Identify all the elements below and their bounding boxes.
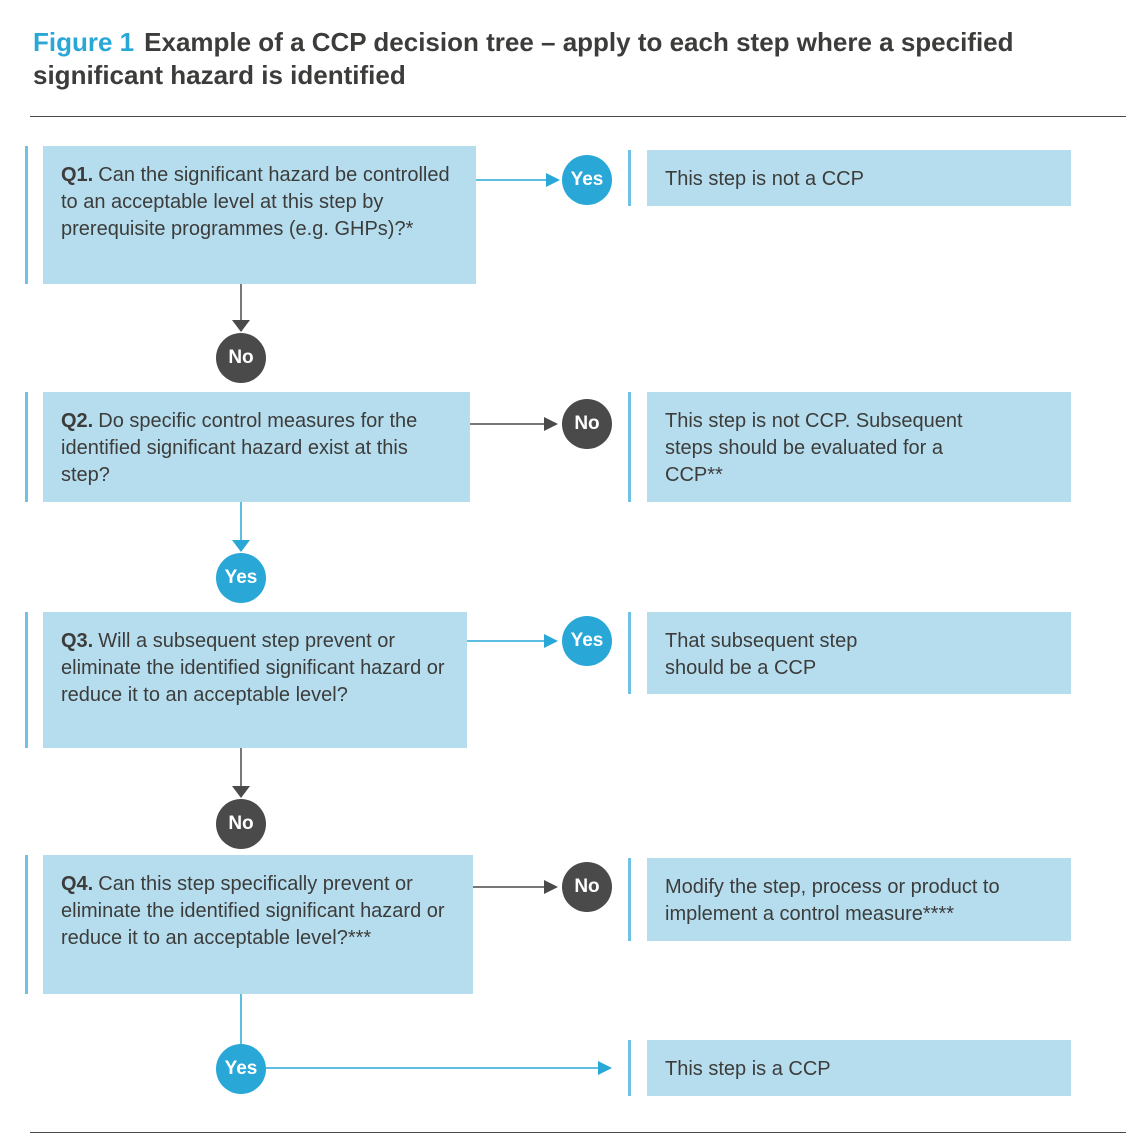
q1-side-bar [25,146,28,284]
q2-yes-arrowhead [232,540,250,552]
q2-no-arrowhead [544,417,558,431]
outcome-2-text: This step is not CCP. Subsequent steps should be evaluated for a CCP** [665,410,963,486]
outcome2-side-bar [628,392,631,502]
q3-yes-badge: Yes [562,616,612,666]
question-box-q1 [43,146,476,284]
q2-side-bar [25,392,28,502]
outcome-4-text: Modify the step, process or product to implement a control measure**** [665,876,1000,925]
q3-no-badge: No [216,799,266,849]
figure-title-text: Example of a CCP decision tree – apply to each step where a specified significant hazard is identified [33,27,1014,90]
q4-text: Can this step specifically prevent or eliminate the identified significant hazard or reduce it to an acceptable level?*** [61,873,445,949]
outcome-box-5 [647,1040,1071,1096]
q2-no-badge: No [562,399,612,449]
outcome-box-2 [647,392,1071,502]
outcome4-side-bar [628,858,631,941]
q2-label: Q2. [61,410,94,432]
q1-no-badge: No [216,333,266,383]
q2-yes-badge: Yes [216,553,266,603]
outcome-box-1 [647,150,1071,206]
q1-label: Q1. [61,164,94,186]
q4-no-badge: No [562,862,612,912]
question-box-q4 [43,855,473,994]
q1-text: Can the significant hazard be controlled to an acceptable level at this step by prerequisite programmes (e.g. GHPs)?* [61,164,450,240]
question-box-q3 [43,612,467,748]
q4-side-bar [25,855,28,994]
q1-no-arrowhead [232,320,250,332]
q3-yes-arrowhead [544,634,558,648]
outcome-5-text: This step is a CCP [665,1058,831,1080]
q4-no-arrowhead [544,880,558,894]
q4-label: Q4. [61,873,94,895]
q2-text: Do specific control measures for the identified significant hazard exist at this step? [61,410,418,486]
outcome-3-text: That subsequent step should be a CCP [665,630,858,679]
question-box-q2 [43,392,470,502]
outcome-box-4 [647,858,1071,941]
q4-yes-badge: Yes [216,1044,266,1094]
q3-label: Q3. [61,630,94,652]
q3-no-arrowhead [232,786,250,798]
q3-side-bar [25,612,28,748]
q3-text: Will a subsequent step prevent or eliminate the identified significant hazard or reduce it to an acceptable level? [61,630,445,706]
q1-yes-badge: Yes [562,155,612,205]
outcome-box-3 [647,612,1071,694]
outcome1-side-bar [628,150,631,206]
outcome5-side-bar [628,1040,631,1096]
outcome3-side-bar [628,612,631,694]
outcome-1-text: This step is not a CCP [665,168,864,190]
yes-to-ccp-arrowhead [598,1061,612,1075]
q1-yes-arrowhead [546,173,560,187]
figure-label: Figure 1 [33,27,135,57]
